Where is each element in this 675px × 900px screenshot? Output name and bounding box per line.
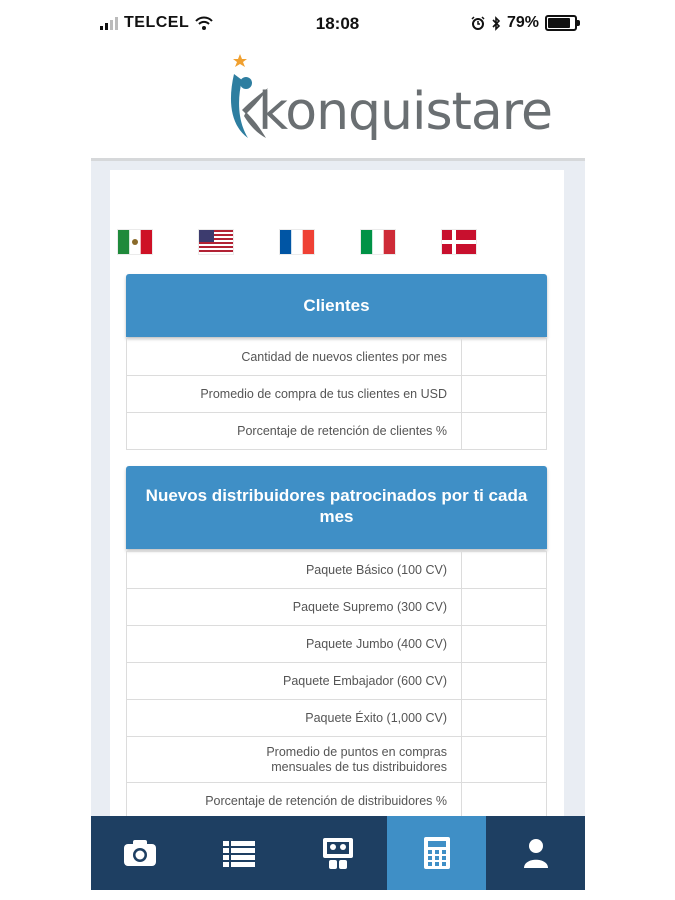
table-row: [127, 589, 547, 626]
denmark-flag[interactable]: [442, 230, 476, 254]
table-row: [127, 413, 547, 450]
status-time: 18:08: [315, 14, 360, 33]
value-input[interactable]: [462, 552, 547, 589]
tab-calculator[interactable]: [387, 816, 486, 890]
user-icon: [518, 835, 554, 871]
value-input[interactable]: [462, 339, 547, 376]
row-label: Paquete Jumbo (400 CV): [127, 626, 462, 663]
presentation-icon: [320, 835, 356, 871]
table-row: [127, 737, 547, 783]
status-bar: [0, 0, 675, 48]
usa-flag[interactable]: [199, 230, 233, 254]
tab-list[interactable]: [190, 816, 289, 890]
value-input[interactable]: [462, 700, 547, 737]
calculator-icon: [419, 835, 455, 871]
logo-text: konquistare: [258, 82, 553, 142]
camera-icon: [122, 835, 158, 871]
status-right: [471, 14, 577, 32]
tab-user[interactable]: [486, 816, 585, 890]
alarm-icon: [471, 16, 485, 30]
row-label: Paquete Básico (100 CV): [127, 552, 462, 589]
row-label: Promedio de compra de tus clientes en USD: [127, 376, 462, 413]
calculator-content: [110, 170, 564, 816]
tab-presentation[interactable]: [289, 816, 388, 890]
mexico-flag[interactable]: [118, 230, 152, 254]
row-label: Porcentaje de retención de distribuidores %: [127, 783, 462, 817]
france-flag[interactable]: [280, 230, 314, 254]
table-row: [127, 700, 547, 737]
value-input[interactable]: [462, 783, 547, 817]
italy-flag[interactable]: [361, 230, 395, 254]
battery-icon: [545, 15, 577, 31]
row-label: Porcentaje de retención de clientes %: [127, 413, 462, 450]
row-label: Paquete Embajador (600 CV): [127, 663, 462, 700]
table-row: [127, 339, 547, 376]
clientes-header: Clientes: [126, 274, 547, 337]
distribuidores-header: Nuevos distribuidores patrocinados por ti cada mes: [126, 466, 547, 549]
bluetooth-icon: [491, 16, 501, 31]
value-input[interactable]: [462, 626, 547, 663]
value-input[interactable]: [462, 589, 547, 626]
distribuidores-table: [126, 551, 547, 816]
table-row: [127, 376, 547, 413]
row-label: Cantidad de nuevos clientes por mes: [127, 339, 462, 376]
row-label: Paquete Supremo (300 CV): [127, 589, 462, 626]
value-input[interactable]: [462, 737, 547, 783]
row-label: Paquete Éxito (1,000 CV): [127, 700, 462, 737]
battery-percent: 79%: [506, 14, 539, 31]
table-row: [127, 626, 547, 663]
table-row: [127, 663, 547, 700]
value-input[interactable]: [462, 413, 547, 450]
value-input[interactable]: [462, 376, 547, 413]
tab-camera[interactable]: [91, 816, 190, 890]
table-row: [127, 783, 547, 817]
row-label: Promedio de puntos en compras mensuales de tus distribuidores: [127, 737, 462, 783]
language-flags: [118, 230, 476, 254]
list-icon: [221, 835, 257, 871]
app-logo: [0, 50, 675, 150]
table-row: [127, 552, 547, 589]
clientes-table: [126, 338, 547, 450]
value-input[interactable]: [462, 663, 547, 700]
bottom-nav: [91, 816, 585, 890]
carrier-name: TELCEL: [124, 14, 190, 31]
